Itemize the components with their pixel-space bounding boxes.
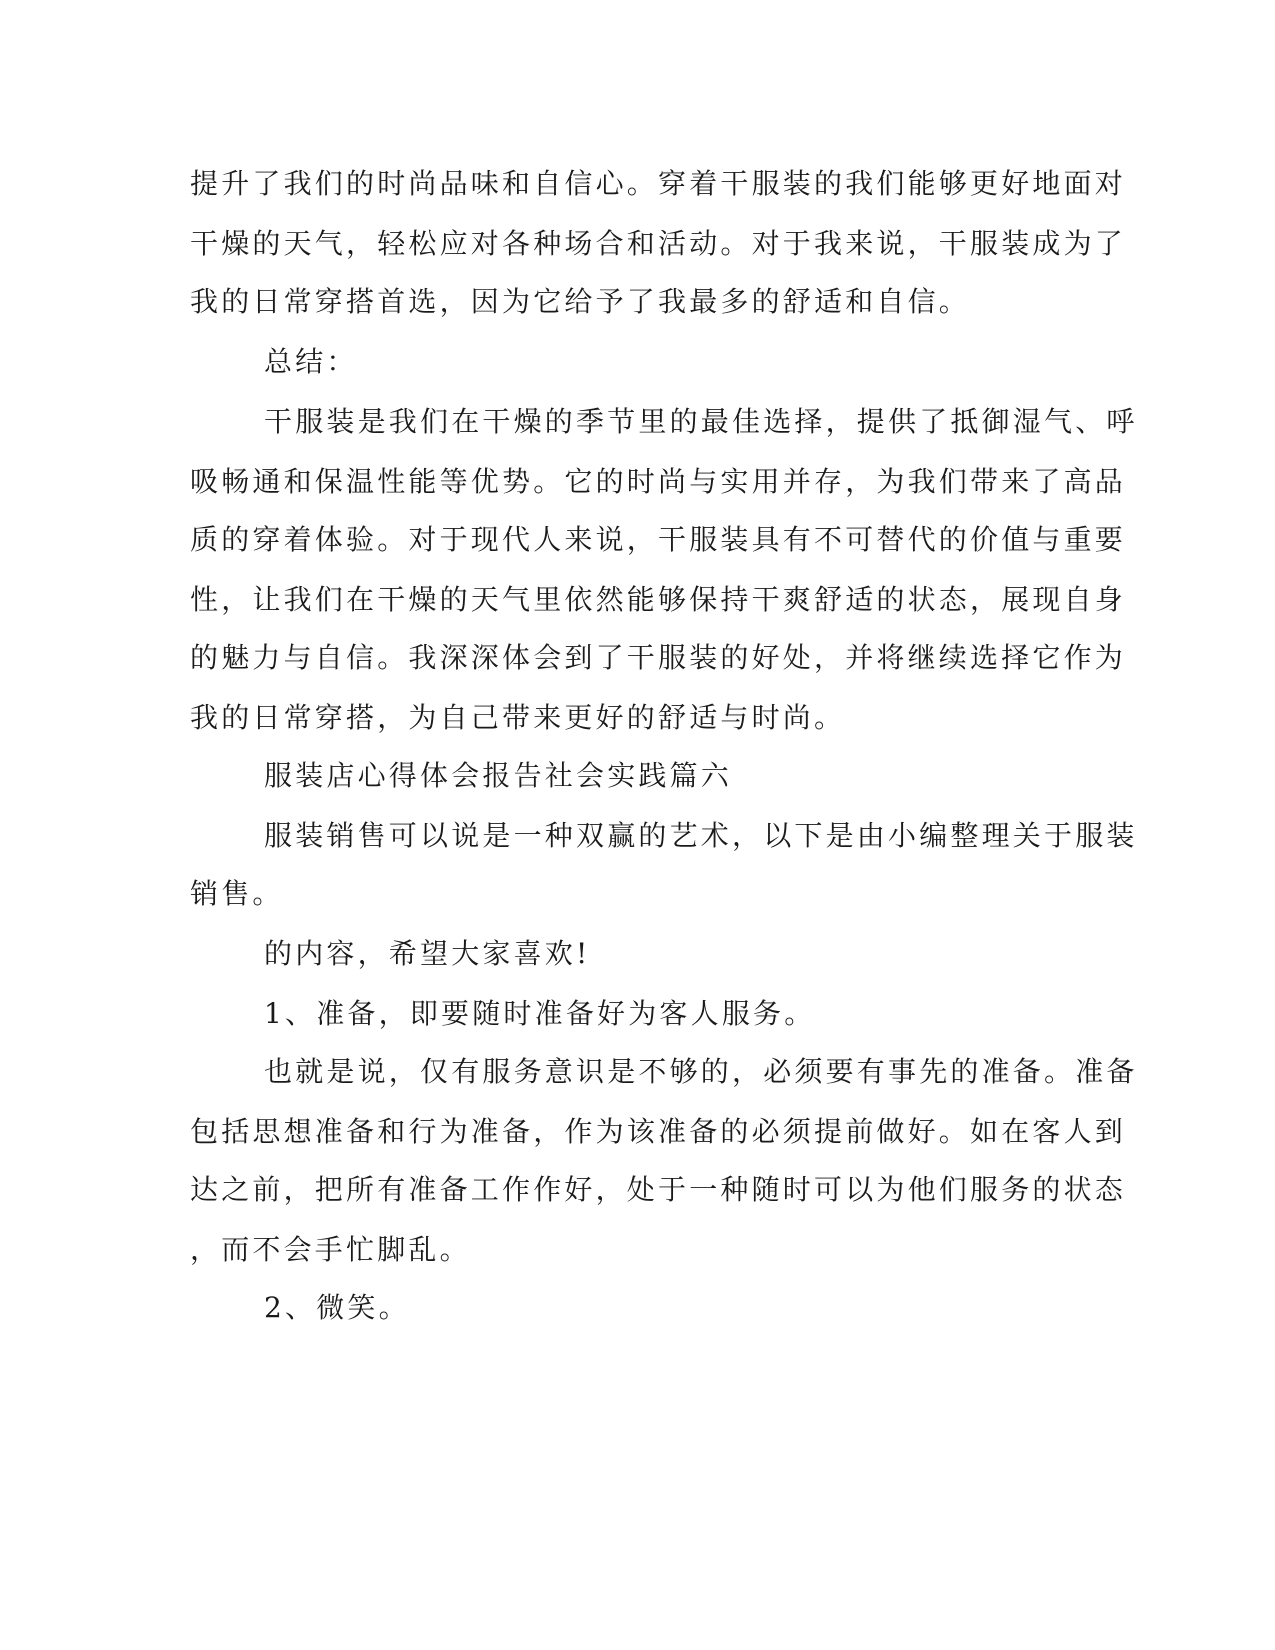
paragraph-line: ，而不会手忙脚乱。 xyxy=(190,1233,471,1266)
paragraph-line: 的魅力与自信。我深深体会到了干服装的好处，并将继续选择它作为 xyxy=(190,641,1127,674)
paragraph-line: 也就是说，仅有服务意识是不够的，必须要有事先的准备。准备 xyxy=(264,1055,1138,1088)
paragraph-line: 我的日常穿搭，为自己带来更好的舒适与时尚。 xyxy=(190,701,846,734)
paragraph-line: 提升了我们的时尚品味和自信心。穿着干服装的我们能够更好地面对 xyxy=(190,167,1127,200)
section-title: 服装店心得体会报告社会实践篇六 xyxy=(264,759,733,792)
paragraph-line: 干燥的天气，轻松应对各种场合和活动。对于我来说，干服装成为了 xyxy=(190,227,1127,260)
paragraph-line: 干服装是我们在干燥的季节里的最佳选择，提供了抵御湿气、呼 xyxy=(264,405,1138,438)
paragraph-line: 的内容，希望大家喜欢! xyxy=(264,937,591,970)
paragraph-line: 吸畅通和保温性能等优势。它的时尚与实用并存，为我们带来了高品 xyxy=(190,465,1127,498)
section-heading: 总结： xyxy=(264,345,358,378)
paragraph-line: 包括思想准备和行为准备，作为该准备的必须提前做好。如在客人到 xyxy=(190,1115,1127,1148)
paragraph-line: 我的日常穿搭首选，因为它给予了我最多的舒适和自信。 xyxy=(190,285,971,318)
paragraph-line: 性，让我们在干燥的天气里依然能够保持干爽舒适的状态，展现自身 xyxy=(190,583,1127,616)
list-item: 2、微笑。 xyxy=(264,1291,410,1324)
paragraph-line: 销售。 xyxy=(190,877,284,910)
paragraph-line: 服装销售可以说是一种双赢的艺术，以下是由小编整理关于服装 xyxy=(264,819,1138,852)
paragraph-line: 达之前，把所有准备工作作好，处于一种随时可以为他们服务的状态 xyxy=(190,1173,1127,1206)
list-item: 1、准备，即要随时准备好为客人服务。 xyxy=(264,997,816,1030)
paragraph-line: 质的穿着体验。对于现代人来说，干服装具有不可替代的价值与重要 xyxy=(190,523,1127,556)
